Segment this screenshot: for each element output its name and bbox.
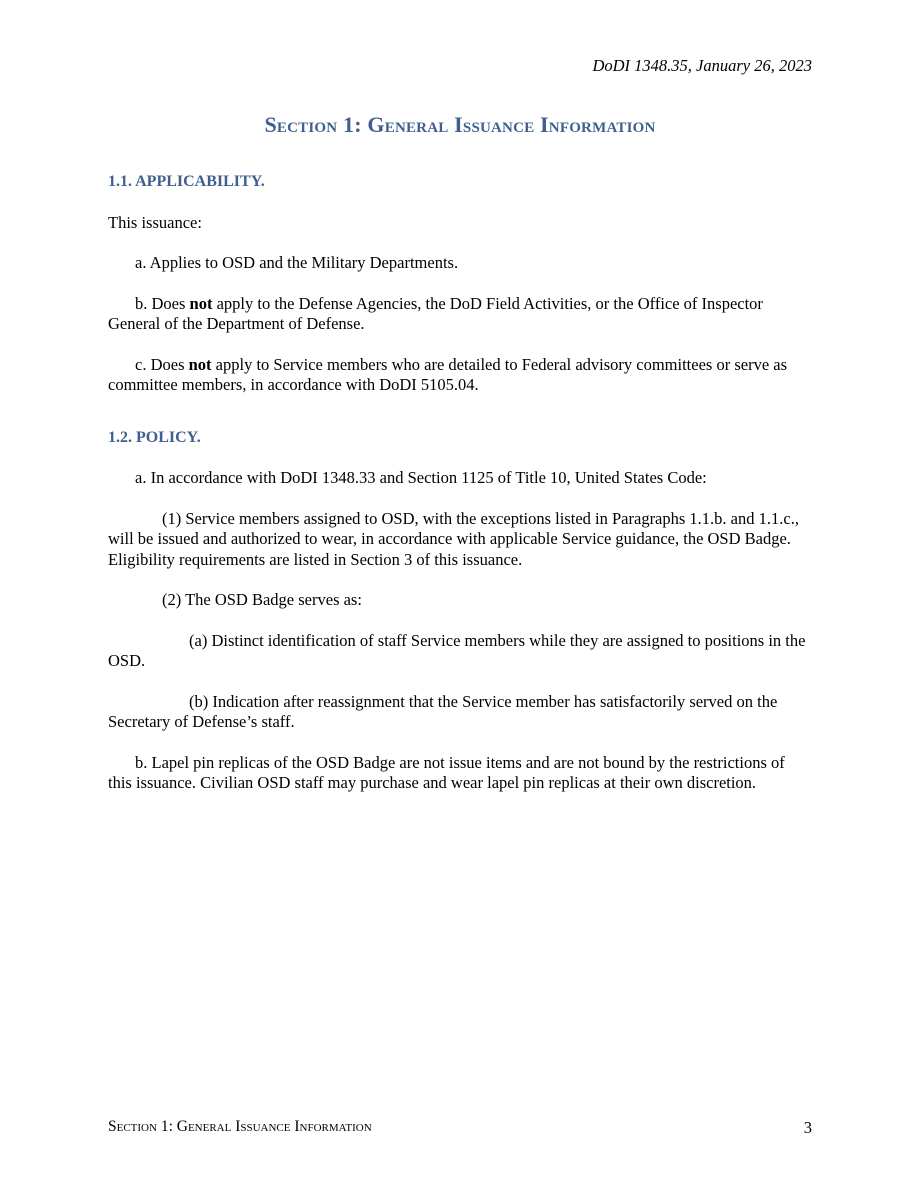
text-segment: apply to Service members who are detailed to Federal advisory committees or serve as committee members, in accordance with DoDI 5105.04.	[108, 354, 788, 394]
paragraph-1-2-a: a. In accordance with DoDI 1348.33 and Section 1125 of Title 10, United States Code:	[135, 468, 707, 487]
paragraph-1-2-a-2: (2) The OSD Badge serves as:	[162, 590, 362, 609]
section-title: Section 1: General Issuance Information	[264, 112, 656, 137]
footer-section-label: Section 1: General Issuance Information	[108, 1118, 372, 1135]
text-segment: apply to the Defense Agencies, the DoD Field Activities, or the Office of Inspector General of the Department of Defense.	[108, 293, 763, 333]
paragraph-1-2-b: b. Lapel pin replicas of the OSD Badge are not issue items and are not bound by the restrictions of this issuance. Civilian OSD staff may purchase and wear lapel pin replicas at their own discretion.	[108, 752, 785, 792]
text-segment: b. Does	[135, 293, 190, 313]
paragraph-intro: This issuance:	[108, 212, 202, 232]
emphasis-not: not	[188, 354, 212, 374]
running-header: DoDI 1348.35, January 26, 2023	[592, 56, 812, 75]
text-segment: c. Does	[135, 354, 189, 374]
paragraph-1-1-b	[108, 294, 812, 335]
heading-policy: 1.2. POLICY.	[108, 428, 201, 446]
document-body	[108, 172, 812, 794]
paragraph-1-2-a-1: (1) Service members assigned to OSD, with the exceptions listed in Paragraphs 1.1.b. and 1.1.c., will be issued and authorized to wear, in accordance with applicable Service guidance, the OSD Badge. Eligibility requirements are listed in Section 3 of this issuance.	[108, 508, 799, 569]
page-number: 3	[803, 1118, 812, 1137]
paragraph-1-2-a-2-b: (b) Indication after reassignment that the Service member has satisfactorily served on the Secretary of Defense’s staff.	[108, 691, 778, 731]
paragraph-1-1-a: a. Applies to OSD and the Military Departments.	[135, 253, 459, 272]
paragraph-1-1-c	[108, 355, 812, 396]
heading-applicability: 1.1. APPLICABILITY.	[108, 173, 265, 190]
emphasis-not: not	[189, 293, 213, 313]
paragraph-1-2-a-2-a: (a) Distinct identification of staff Service members while they are assigned to positions in the OSD.	[108, 630, 806, 670]
